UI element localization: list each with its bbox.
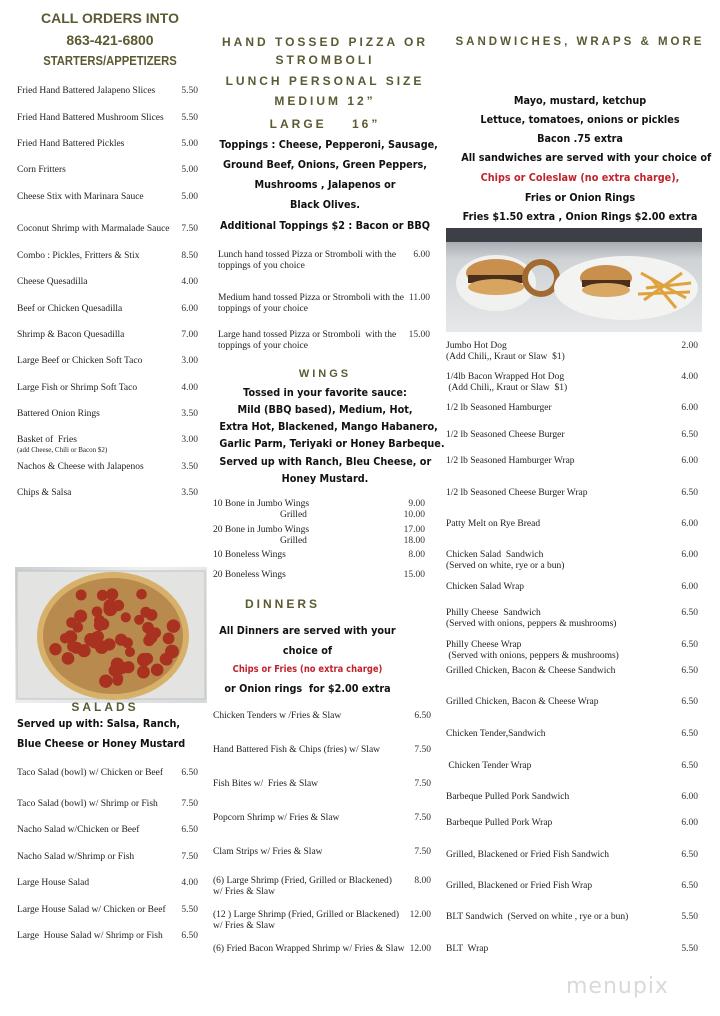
item-price: 4.00 [181,383,198,393]
item-price: 7.50 [414,745,431,755]
item-name: Clam Strips w/ Fries & Slaw [213,847,323,857]
item-name: Cheese Stix with Marinara Sauce [17,192,144,202]
item-name: Beef or Chicken Quesadilla [17,304,123,314]
item-note: w/ Fries & Slaw [213,887,276,897]
item-price: 6.50 [414,711,431,721]
item-name: Hand Battered Fish & Chips (fries) w/ Slaw [213,745,381,755]
item-name: Grilled, Blackened or Fried Fish Wrap [446,881,593,891]
item-price: 4.00 [181,878,198,888]
pepperoni-slice [122,637,133,648]
pizza-heading-1: HAND TOSSED PIZZA OR [221,35,428,49]
pepperoni-slice [151,663,164,676]
pepperoni-slice [111,657,124,670]
item-name: Fish Bites w/ Fries & Slaw [213,779,319,789]
pizza-lines-line: Black Olives. [290,198,360,211]
dinners-note-1: All Dinners are served with your [219,624,396,637]
dinners-note-2: choice of [282,644,333,657]
item-name: 20 Bone in Jumbo Wings [213,525,310,535]
item-name: Battered Onion Rings [17,409,100,419]
wings-lines-line: Garlic Parm, Teriyaki or Honey Barbeque. [219,437,445,450]
item-price: 6.50 [681,729,698,739]
burger-photo [446,228,702,332]
sand-lines-line: Mayo, mustard, ketchup [513,94,647,107]
pepperoni-slice [146,609,158,621]
item-name: Chicken Tender Wrap [446,761,532,771]
item-name: Large House Salad w/ Shrimp or Fish [17,931,163,941]
item-note: toppings of you choice [218,261,305,271]
item-price: 7.50 [181,799,198,809]
pepperoni-slice [137,666,150,679]
item-price: 3.50 [181,409,198,419]
item-name: Medium hand tossed Pizza or Stromboli with the [218,293,405,303]
item-name: Shrimp & Bacon Quesadilla [17,330,125,340]
pizza-lines-line: Ground Beef, Onions, Green Peppers, [223,158,427,171]
pepperoni-slice [125,647,135,657]
item-name: Grilled Chicken, Bacon & Cheese Sandwich [446,666,616,676]
item-name: Large hand tossed Pizza or Stromboli with the [218,330,397,340]
item-note: (Add Chili,, Kraut or Slaw $1) [446,352,565,362]
pepperoni-slice [62,652,75,665]
item-price: 6.50 [181,768,198,778]
item-option-price: 18.00 [403,536,425,546]
item-price: 8.00 [408,550,425,560]
item-note: (add Cheese, Chili or Bacon $2) [17,446,108,454]
item-note: toppings of your choice [218,304,308,314]
pizza-lines-line: Toppings : Cheese, Pepperoni, Sausage, [219,138,438,151]
item-price: 8.50 [181,251,198,261]
item-name: Chips & Salsa [17,488,72,498]
item-price: 4.00 [181,277,198,287]
item-price: 7.50 [181,852,198,862]
pepperoni-slice [49,643,61,655]
pepperoni-slice [74,610,87,623]
item-name: Jumbo Hot Dog [446,341,507,351]
pepperoni-slice [163,632,175,644]
item-name: Grilled, Blackened or Fried Fish Sandwich [446,850,610,860]
item-name: Philly Cheese Wrap [446,640,522,650]
item-price: 5.50 [681,944,698,954]
item-name: Large House Salad w/ Chicken or Beef [17,905,166,915]
item-price: 6.50 [681,488,698,498]
item-name: 1/2 lb Seasoned Hamburger Wrap [446,456,575,466]
item-note: w/ Fries & Slaw [213,921,276,931]
pizza-heading-2: STROMBOLI [275,53,375,67]
item-option: Grilled [280,510,307,520]
item-price: 6.00 [681,818,698,828]
item-name: Taco Salad (bowl) w/ Shrimp or Fish [17,799,158,809]
sand-lines-line: Fries $1.50 extra , Onion Rings $2.00 extra [462,210,698,223]
item-price: 6.50 [681,761,698,771]
item-name: Taco Salad (bowl) w/ Chicken or Beef [17,768,164,778]
dinners-highlight: Chips or Fries (no extra charge) [232,664,383,675]
pepperoni-slice [141,653,153,665]
pepperoni-slice [99,674,112,687]
item-price: 6.00 [681,582,698,592]
sand-lines-line: Lettuce, tomatoes, onions or pickles [480,113,680,126]
wings-lines-line: Served up with Ranch, Bleu Cheese, or [219,455,432,468]
item-name: (6) Fried Bacon Wrapped Shrimp w/ Fries & Slaw [213,944,405,954]
item-price: 9.00 [408,499,425,509]
pepperoni-slice [103,638,115,650]
pepperoni-slice [94,619,106,631]
item-price: 6.50 [681,850,698,860]
item-price: 5.50 [181,113,198,123]
item-name: Nacho Salad w/Shrimp or Fish [17,852,135,862]
item-price: 6.50 [681,697,698,707]
pepperoni-slice [136,589,147,600]
item-price: 15.00 [403,570,425,580]
item-name: 1/2 lb Seasoned Hamburger [446,403,552,413]
item-price: 5.50 [681,912,698,922]
sand-lines-line: Fries or Onion Rings [524,191,636,204]
item-price: 6.50 [681,608,698,618]
pizza-heading-4: MEDIUM 12” [274,94,376,108]
item-name: Philly Cheese Sandwich [446,608,541,618]
pizza-heading-5: LARGE 16” [269,117,381,131]
item-option-price: 10.00 [403,510,425,520]
item-name: Large House Salad [17,878,90,888]
item-name: Corn Fritters [17,165,66,175]
pepperoni-slice [97,590,108,601]
item-price: 5.00 [181,165,198,175]
item-name: 10 Bone in Jumbo Wings [213,499,310,509]
pizza-lines-line: Mushrooms , Jalapenos or [254,178,396,191]
pizza-heading-3: LUNCH PERSONAL SIZE [225,74,425,88]
item-note: (Served on white, rye or a bun) [446,561,565,571]
sand-lines-line: All sandwiches are served with your choice of [461,151,712,164]
wings-lines-line: Tossed in your favorite sauce: [243,386,407,399]
pepperoni-slice [121,612,131,622]
item-price: 6.00 [181,304,198,314]
item-name: Fried Hand Battered Mushroom Slices [17,113,164,123]
item-price: 6.00 [681,456,698,466]
item-price: 17.00 [403,525,425,535]
starters-heading: STARTERS/APPETIZERS [43,54,177,68]
item-option: Grilled [280,536,307,546]
item-name: Nacho Salad w/Chicken or Beef [17,825,140,835]
item-name: Popcorn Shrimp w/ Fries & Slaw [213,813,340,823]
pepperoni-slice [70,642,82,654]
item-name: Nachos & Cheese with Jalapenos [17,462,144,472]
item-name: Grilled Chicken, Bacon & Cheese Wrap [446,697,599,707]
item-name: Fried Hand Battered Jalapeno Slices [17,86,156,96]
item-price: 4.00 [681,372,698,382]
item-name: (6) Large Shrimp (Fried, Grilled or Blackened) [213,876,392,886]
item-price: 6.50 [681,430,698,440]
item-name: Barbeque Pulled Pork Wrap [446,818,553,828]
item-price: 6.00 [681,792,698,802]
item-price: 5.50 [181,905,198,915]
item-price: 6.50 [681,666,698,676]
item-price: 6.50 [181,825,198,835]
item-price: 8.00 [414,876,431,886]
item-note: (Add Chili,, Kraut or Slaw $1) [446,383,568,393]
item-price: 12.00 [409,910,431,920]
item-name: 1/4lb Bacon Wrapped Hot Dog [446,372,565,382]
item-price: 5.00 [181,192,198,202]
item-price: 3.50 [181,488,198,498]
sandwiches-heading: SANDWICHES, WRAPS & MORE [455,36,705,48]
item-name: Chicken Tender,Sandwich [446,729,546,739]
item-note: (Served with onions, peppers & mushrooms) [446,651,619,661]
item-price: 11.00 [408,293,430,303]
item-name: Chicken Salad Wrap [446,582,525,592]
item-price: 3.00 [181,435,198,445]
item-name: 1/2 lb Seasoned Cheese Burger Wrap [446,488,588,498]
wings-lines-line: Mild (BBQ based), Medium, Hot, [237,403,413,416]
salads-note-2: Blue Cheese or Honey Mustard [17,737,186,750]
pepperoni-slice [167,619,180,632]
item-name: Coconut Shrimp with Marmalade Sauce [17,224,170,234]
item-price: 6.50 [681,881,698,891]
item-name: Chicken Tenders w /Fries & Slaw [213,711,342,721]
pepperoni-slice [145,631,157,643]
item-price: 3.50 [181,462,198,472]
item-price: 12.00 [409,944,431,954]
salads-heading: SALADS [71,700,139,714]
item-price: 15.00 [408,330,430,340]
item-note: toppings of your choice [218,341,308,351]
wings-lines-line: Extra Hot, Blackened, Mango Habanero, [219,420,438,433]
pepperoni-slice [134,615,144,625]
item-price: 7.50 [414,779,431,789]
item-price: 5.00 [181,139,198,149]
item-name: Cheese Quesadilla [17,277,88,287]
item-name: BLT Sandwich (Served on white , rye or a bun) [446,912,629,922]
item-name: BLT Wrap [446,944,489,954]
item-price: 6.00 [681,519,698,529]
dinners-extra: or Onion rings for $2.00 extra [224,682,391,695]
pepperoni-slice [76,590,87,601]
item-name: Combo : Pickles, Fritters & Stix [17,251,140,261]
item-name: 10 Boneless Wings [213,550,286,560]
item-price: 7.00 [181,330,198,340]
item-name: Patty Melt on Rye Bread [446,519,541,529]
item-price: 6.00 [413,250,430,260]
item-name: Barbeque Pulled Pork Sandwich [446,792,570,802]
item-price: 6.50 [181,931,198,941]
item-name: Large Fish or Shrimp Soft Taco [17,383,138,393]
pizza-image [15,567,207,703]
item-price: 3.00 [181,356,198,366]
item-price: 7.50 [181,224,198,234]
item-name: Fried Hand Battered Pickles [17,139,125,149]
pepperoni-slice [73,622,84,633]
item-name: Chicken Salad Sandwich [446,550,544,560]
item-price: 2.00 [681,341,698,351]
pepperoni-slice [162,655,173,666]
item-price: 6.00 [681,403,698,413]
sand-lines-line: Bacon .75 extra [537,132,623,145]
item-price: 7.50 [414,847,431,857]
salads-note-1: Served up with: Salsa, Ranch, [17,717,181,730]
item-price: 6.00 [681,550,698,560]
item-price: 7.50 [414,813,431,823]
item-name: Basket of Fries [17,435,77,445]
item-name: 20 Boneless Wings [213,570,286,580]
pizza-photo [15,567,207,703]
item-price: 6.50 [681,640,698,650]
item-name: Large Beef or Chicken Soft Taco [17,356,143,366]
burger-image [446,228,702,332]
phone-number[interactable]: 863-421-6800 [66,32,154,48]
pepperoni-slice [112,675,123,686]
item-name: Lunch hand tossed Pizza or Stromboli with the [218,250,397,260]
item-name: (12 ) Large Shrimp (Fried, Grilled or Blackened) [213,910,400,920]
item-note: (Served with onions, peppers & mushrooms) [446,619,617,629]
wings-lines-line: Honey Mustard. [281,472,369,485]
pizza-lines-line: Additional Toppings $2 : Bacon or BBQ [220,219,430,232]
pepperoni-slice [104,599,118,613]
item-name: 1/2 lb Seasoned Cheese Burger [446,430,565,440]
call-orders-heading: CALL ORDERS INTO [41,10,179,26]
sand-lines-line: Chips or Coleslaw (no extra charge), [480,171,680,184]
item-price: 5.50 [181,86,198,96]
wings-heading: WINGS [298,368,352,380]
menupix-watermark: menupix [566,974,669,999]
dinners-heading: DINNERS [244,597,320,611]
